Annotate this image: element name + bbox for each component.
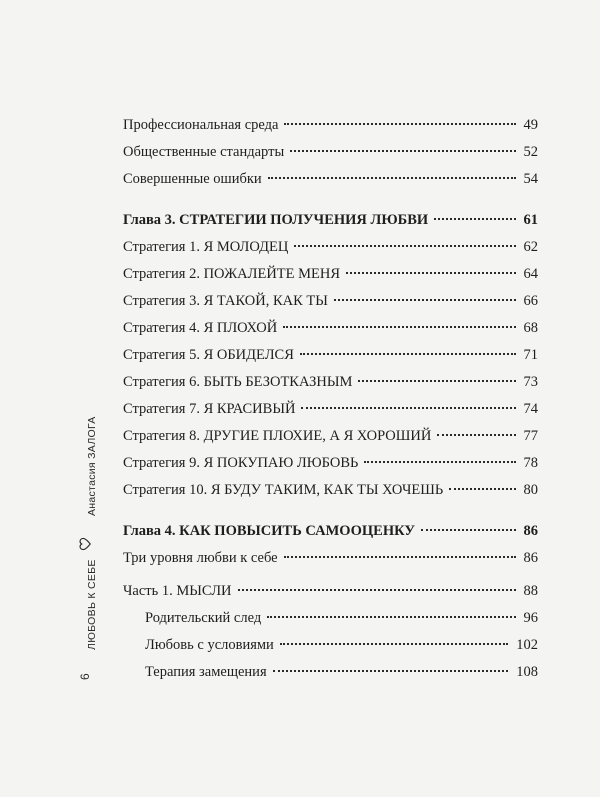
toc-entry-title: Стратегия 5. Я ОБИДЕЛСЯ [123,347,294,363]
dot-leader [300,353,516,355]
toc-subentry [145,608,538,628]
toc-entry-title: Общественные стандарты [123,144,285,160]
toc-entry-page: 66 [523,293,538,309]
dot-leader [267,616,515,618]
dot-leader [268,177,516,179]
dot-leader [238,589,516,591]
toc-entry-title: Стратегия 2. ПОЖАЛЕЙТЕ МЕНЯ [123,266,341,282]
dot-leader [364,461,515,463]
toc-entry-title: Стратегия 10. Я БУДУ ТАКИМ, КАК ТЫ ХОЧЕШЬ [123,482,444,498]
toc-subentry [145,662,538,682]
toc-entry-title: Часть 1. МЫСЛИ [123,583,232,599]
toc-entry [123,142,538,162]
toc-entry [123,399,538,419]
toc-entry-title: Любовь с условиями [145,637,274,653]
dot-leader [346,272,515,274]
toc-chapter-entry [123,521,538,541]
toc-entry-page: 54 [523,171,538,187]
toc-entry-title: Стратегия 4. Я ПЛОХОЙ [123,320,278,336]
toc-entry [123,169,538,189]
dot-leader [421,529,516,531]
toc-entry-title: Стратегия 9. Я ПОКУПАЮ ЛЮБОВЬ [123,455,359,471]
toc-chapter-entry [123,210,538,230]
toc-entry-title: Стратегия 3. Я ТАКОЙ, КАК ТЫ [123,293,328,309]
toc-entry-page: 64 [523,266,538,282]
toc-entry [123,237,538,257]
toc-entry [123,115,538,135]
toc-entry-page: 52 [523,144,538,160]
toc-entry [123,345,538,365]
toc-entry-page: 96 [523,610,538,626]
toc-entry [123,426,538,446]
dot-leader [280,643,508,645]
toc-entry-page: 102 [516,637,538,653]
toc-entry-title: Совершенные ошибки [123,171,262,187]
toc-subentry [145,635,538,655]
toc-entry-title: Терапия замещения [145,664,267,680]
toc-entry-title: Стратегия 1. Я МОЛОДЕЦ [123,239,289,255]
toc-entry-page: 108 [516,664,538,680]
running-header-author: Анастасия ЗАЛОГА [86,416,98,516]
toc-entry-title: Стратегия 7. Я КРАСИВЫЙ [123,401,296,417]
dot-leader [301,407,515,409]
dot-leader [334,299,516,301]
toc-entry-title: Родительский след [145,610,262,626]
toc-entry-title: Стратегия 8. ДРУГИЕ ПЛОХИЕ, А Я ХОРОШИЙ [123,428,432,444]
toc-entry [123,291,538,311]
toc-entry-page: 68 [523,320,538,336]
dot-leader [358,380,515,382]
toc-entry [123,548,538,568]
toc-entry-page: 74 [523,401,538,417]
dot-leader [294,245,515,247]
dot-leader [284,123,515,125]
dot-leader [273,670,509,672]
toc-entry-page: 78 [523,455,538,471]
toc-entry [123,264,538,284]
toc-entry-page: 77 [523,428,538,444]
toc-entry [123,453,538,473]
heart-icon [78,537,92,551]
toc-entry [123,581,538,601]
toc-entry-title: Глава 3. СТРАТЕГИИ ПОЛУЧЕНИЯ ЛЮБВИ [123,212,429,228]
toc-entry-title: Три уровня любви к себе [123,550,278,566]
toc-entry [123,318,538,338]
toc-entry-title: Глава 4. КАК ПОВЫСИТЬ САМООЦЕНКУ [123,523,415,539]
toc-entry [123,480,538,500]
toc-entry-page: 86 [523,523,538,539]
toc-entry-page: 49 [523,117,538,133]
toc-entry-page: 71 [523,347,538,363]
dot-leader [434,218,515,220]
dot-leader [283,326,515,328]
dot-leader [449,488,515,490]
toc-entry-page: 86 [523,550,538,566]
page-number: 6 [78,673,92,680]
toc-entry-page: 80 [523,482,538,498]
toc-entry-title: Стратегия 6. БЫТЬ БЕЗОТКАЗНЫМ [123,374,353,390]
dot-leader [437,434,515,436]
running-header-book-title: ЛЮБОВЬ К СЕБЕ [86,559,98,650]
dot-leader [284,556,516,558]
dot-leader [290,150,515,152]
toc-entry-title: Профессиональная среда [123,117,279,133]
toc-entry-page: 73 [523,374,538,390]
toc-entry-page: 61 [523,212,538,228]
toc-entry [123,372,538,392]
toc-entry-page: 88 [523,583,538,599]
toc-entry-page: 62 [523,239,538,255]
